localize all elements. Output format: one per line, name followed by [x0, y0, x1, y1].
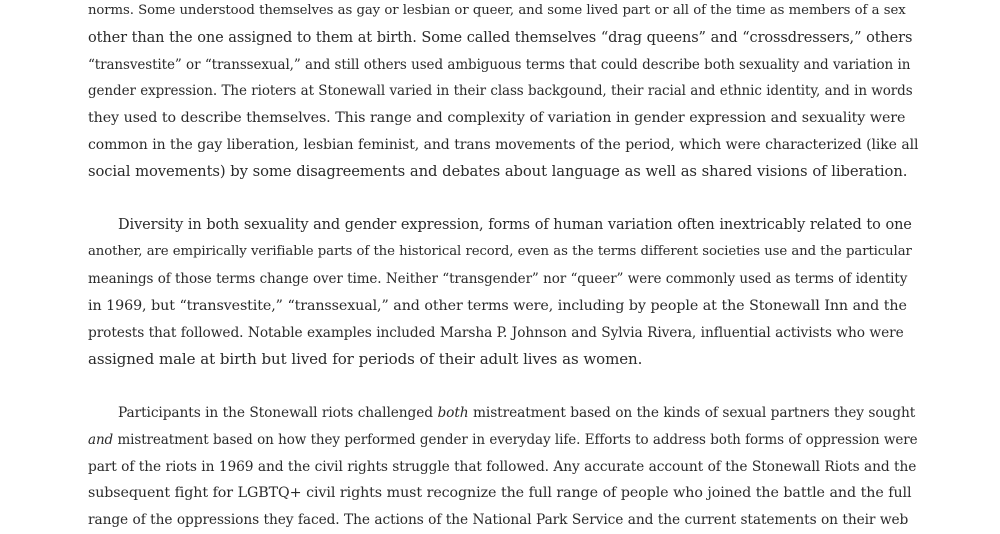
text-line: protests that followed. Notable examples included Marsha P. Johnson and Sylvia Rivera, influential activists who were: [88, 324, 904, 341]
text-run: mistreatment based on the kinds of sexual partners they sought: [468, 404, 916, 421]
emphasis-text: both: [437, 404, 469, 421]
paragraph-1: [88, 0, 918, 186]
text-line: subsequent fight for LGBTQ+ civil rights must recognize the full range of people who joined the battle and the full: [88, 485, 912, 502]
text-line: [88, 427, 918, 454]
paragraph-gap: [88, 373, 918, 400]
text-line: part of the riots in 1969 and the civil rights struggle that followed. Any accurate account of the Stonewall Riots and the: [88, 458, 917, 475]
text-line: in 1969, but “transvestite,” “transsexual,” and other terms were, including by people at the Stonewall Inn and the: [88, 297, 907, 314]
paragraph-3: [88, 400, 918, 534]
document-body: [88, 0, 918, 534]
text-line: they used to describe themselves. This range and complexity of variation in gender expression and sexuality were: [88, 110, 906, 127]
text-line: gender expression. The rioters at Stonewall varied in their class backgound, their racial and ethnic identity, and in words: [88, 83, 913, 100]
text-line: [88, 400, 918, 427]
text-line: assigned male at birth but lived for periods of their adult lives as women.: [88, 350, 643, 369]
text-run: mistreatment based on how they performed gender in everyday life. Efforts to address both forms of oppression were: [113, 431, 918, 448]
text-line: range of the oppressions they faced. The actions of the National Park Service and the current statements on their web: [88, 512, 909, 529]
text-line: other than the one assigned to them at birth. Some called themselves “drag queens” and “crossdressers,” others: [88, 29, 913, 46]
text-line: “transvestite” or “transsexual,” and still others used ambiguous terms that could describe both sexuality and variation in: [88, 56, 911, 73]
emphasis-text: and: [88, 431, 114, 448]
paragraph-gap: [88, 186, 918, 213]
text-line: social movements) by some disagreements and debates about language as well as shared visions of liberation.: [88, 162, 908, 180]
text-line: common in the gay liberation, lesbian feminist, and trans movements of the period, which were characterized (like all: [88, 136, 919, 153]
text-line: Diversity in both sexuality and gender expression, forms of human variation often inextricably related to one: [118, 217, 912, 234]
text-run: Participants in the Stonewall riots challenged: [118, 404, 438, 421]
text-line: another, are empirically verifiable parts of the historical record, even as the terms different societies use and the particular: [88, 244, 912, 260]
text-line: meanings of those terms change over time. Neither “transgender” nor “queer” were commonly used as terms of identity: [88, 270, 908, 287]
text-line: norms. Some understood themselves as gay or lesbian or queer, and some lived part or all of the time as members of a sex: [88, 3, 906, 18]
paragraph-2: [88, 212, 918, 373]
